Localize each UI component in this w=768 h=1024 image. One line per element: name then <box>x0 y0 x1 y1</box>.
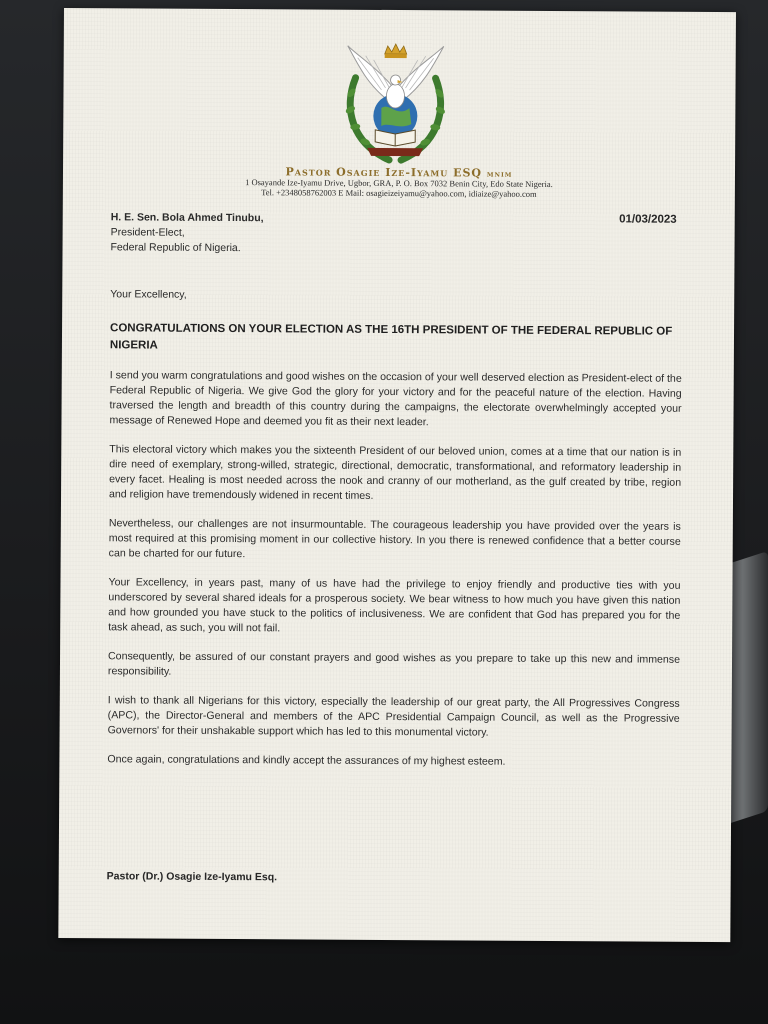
eagle-crest-icon <box>337 38 454 169</box>
letter-body <box>107 368 682 784</box>
recipient-organisation: Federal Republic of Nigeria. <box>110 241 241 255</box>
salutation: Your Excellency, <box>110 288 187 301</box>
body-paragraph: I wish to thank all Nigerians for this victory, especially the leadership of our great party, the All Progressives Congress (APC), the Director-General and members of the APC Presidential Campaign Council, as well as the Progressive Governors' for their unshakable support which has led to this monumental victory. <box>107 694 680 739</box>
letter-date: 01/03/2023 <box>619 213 677 226</box>
letterhead-address: 1 Osayande Ize-Iyamu Drive, Ugbor, GRA, P. O. Box 7032 Benin City, Edo State Nigeria. <box>245 177 553 189</box>
letter-heading: CONGRATULATIONS ON YOUR ELECTION AS THE 16TH PRESIDENT OF THE FEDERAL REPUBLIC OF NIGERIA <box>109 322 673 352</box>
body-paragraph: Consequently, be assured of our constant prayers and good wishes as you prepare to take up this new and immense responsibility. <box>107 650 681 678</box>
body-paragraph: Your Excellency, in years past, many of us have had the privilege to enjoy friendly and productive ties with you underscored by several shared ideals for a prosperous society. We bear witness to how much you have given this nation and how grounded you have stuck to the politics of inclusiveness. We are confident that God has prepared you for the task ahead, as such, you will not fail. <box>108 576 681 635</box>
body-paragraph: Once again, congratulations and kindly accept the assurances of my highest esteem. <box>107 753 506 768</box>
recipient-title: President-Elect, <box>110 226 185 239</box>
body-paragraph: Nevertheless, our challenges are not insurmountable. The courageous leadership you have provided over the years is most required at this promising moment in our collective history. In you there is renewed confidence that a better course can be charted for our future. <box>108 517 681 561</box>
signature-name: Pastor (Dr.) Osagie Ize-Iyamu Esq. <box>106 870 278 884</box>
letterhead-contact: Tel. +2348058762003 E Mail: osagieizeiyamu@yahoo.com, idiaize@yahoo.com <box>261 187 537 199</box>
body-paragraph: I send you warm congratulations and good wishes on the occasion of your well deserved election as President-elect of the Federal Republic of Nigeria. We give God the glory for your victory and for the peaceful nature of the election. Having traversed the length and breadth of this country during the campaigns, the electorate overwhelmingly accepted your message of Renewed Hope and deemed you fit as their next leader. <box>109 369 682 429</box>
letterhead-name-text: Pastor Osagie Ize-Iyamu ESQ <box>285 165 483 180</box>
letter-sheet <box>58 8 736 942</box>
recipient-block <box>110 210 263 256</box>
recipient-name: H. E. Sen. Bola Ahmed Tinubu, <box>110 211 264 225</box>
body-paragraph: This electoral victory which makes you the sixteenth President of our beloved union, comes at a time that our nation is in dire need of exemplary, strong-willed, strategic, directional, democratic, transformational, and reformatory leadership in every facet. Healing is most needed across the nook and cranny of our motherland, as the gulf created by tribe, region and religion have tremendously widened in recent times. <box>108 443 682 502</box>
letterhead-name-suffix: mnim <box>486 168 513 179</box>
